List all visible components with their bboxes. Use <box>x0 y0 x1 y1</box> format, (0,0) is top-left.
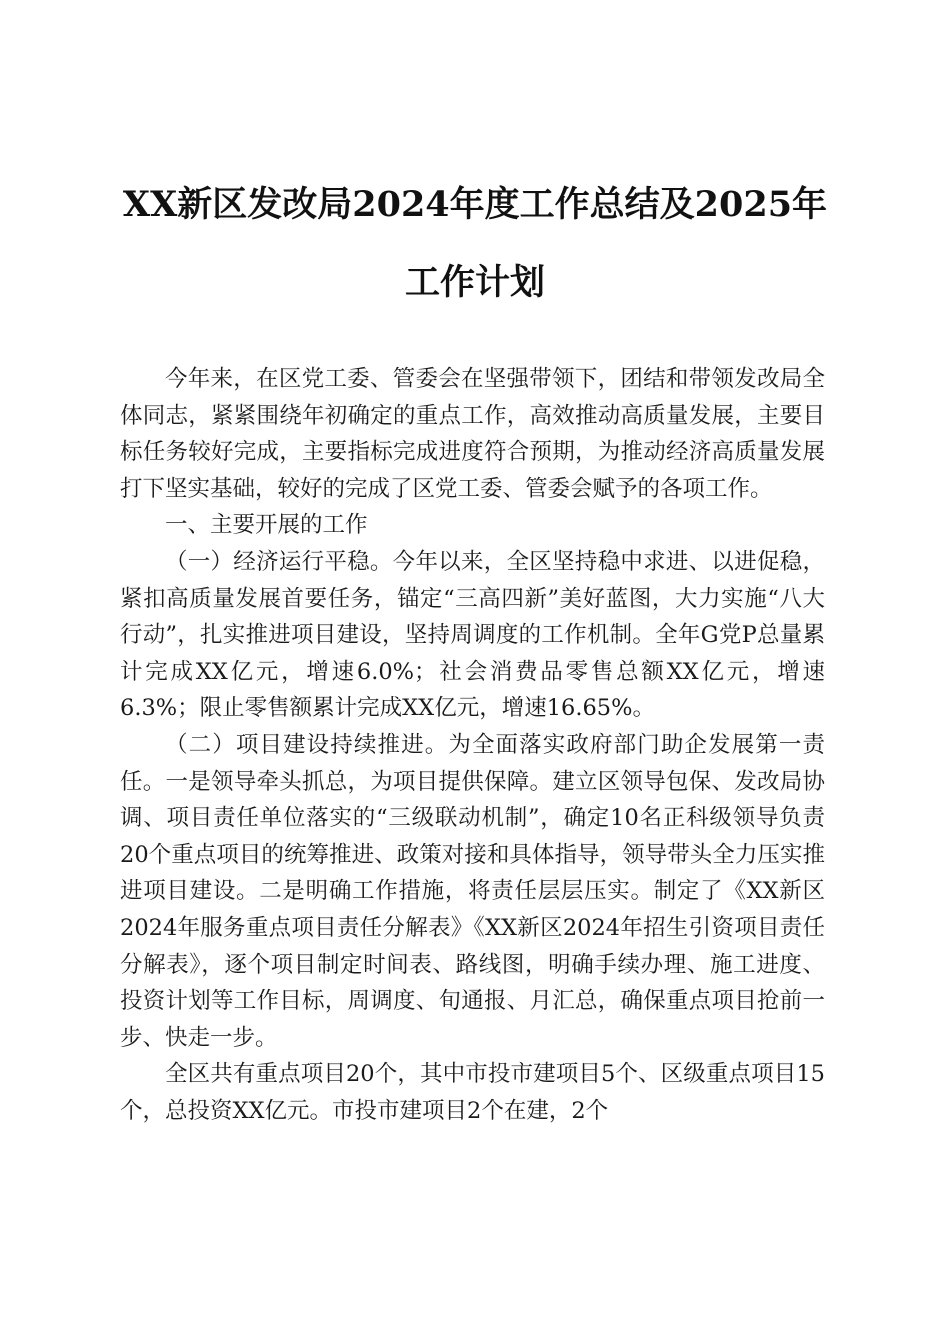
subsection-2-lead: （二）项目建设持续推进。 <box>165 731 449 758</box>
subsection-2-text: 为全面落实政府部门助企发展第一责任。一是领导牵头抓总，为项目提供保障。建立区领导包保、发改局协调、项目责任单位落实的“三级联动机制”，确定10名正科级领导负责20个重点项目的统筹推进、政策对接和具体指导，领导带头全力压实推进项目建设。二是明确工作措施，将责任层层压实。制定了《XX新区2024年服务重点项目责任分解表》《XX新区2024年招生引资项目责任分解表》，逐个项目制定时间表、路线图，明确手续办理、施工进度、投资计划等工作目标，周调度、旬通报、月汇总，确保重点项目抢前一步、快走一步。 <box>120 731 825 1051</box>
document-body <box>120 361 825 1129</box>
intro-paragraph: 今年来，在区党工委、管委会在坚强带领下，团结和带领发改局全体同志，紧紧围绕年初确定的重点工作，高效推动高质量发展，主要目标任务较好完成，主要指标完成进度符合预期，为推动经济高质量发展打下坚实基础，较好的完成了区党工委、管委会赋予的各项工作。 <box>120 366 825 502</box>
section-heading: 一、主要开展的工作 <box>165 512 368 539</box>
subsection-1-text: 今年以来，全区坚持稳中求进、以进促稳，紧扣高质量发展首要任务，锚定“三高四新”美好蓝图，大力实施“八大行动”，扎实推进项目建设，坚持周调度的工作机制。全年G党P总量累计完成XX亿元，增速6.0%；社会消费品零售总额XX亿元，增速6.3%；限止零售额累计完成XX亿元，增速16.65%。 <box>120 548 825 722</box>
subsection-1-lead: （一）经济运行平稳。 <box>165 548 393 575</box>
projects-paragraph: 全区共有重点项目20个，其中市投市建项目5个、区级重点项目15个，总投资XX亿元。市投市建项目2个在建，2个 <box>120 1061 825 1124</box>
subsection-1-paragraph <box>120 544 825 727</box>
subsection-2-paragraph <box>120 727 825 1056</box>
document-title: XX新区发改局2024年度工作总结及2025年工作计划 <box>122 184 828 303</box>
